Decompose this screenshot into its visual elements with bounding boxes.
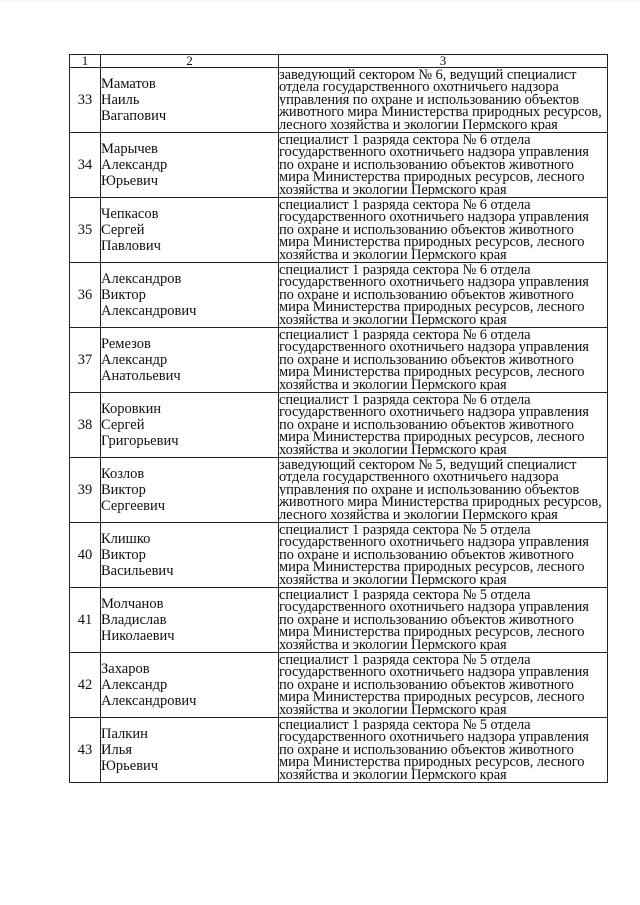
- name-line: Александрович: [101, 693, 197, 709]
- name-line: Коровкин: [101, 401, 162, 417]
- position-title: [279, 588, 608, 653]
- position-line: государственного охотничьего надзора управления: [279, 731, 589, 744]
- name-line: Ремезов: [101, 336, 151, 352]
- position-line: отдела государственного охотничьего надзора: [279, 81, 559, 94]
- table-body: [70, 68, 608, 783]
- position-title: [279, 133, 608, 198]
- table-row: [70, 458, 608, 523]
- position-line: специалист 1 разряда сектора № 6 отдела: [279, 198, 531, 212]
- name-line: Чепкасов: [101, 206, 159, 222]
- position-line: по охране и использованию объектов животного: [279, 548, 574, 562]
- position-line: по охране и использованию объектов животного: [279, 353, 574, 367]
- name-line: Вагапович: [101, 108, 167, 124]
- position-line: управления по охране и использованию объектов: [279, 93, 580, 107]
- position-line: по охране и использованию объектов животного: [279, 613, 574, 627]
- header-col-3: 3: [279, 55, 608, 68]
- table-row: [70, 328, 608, 393]
- name-line: Сергеевич: [101, 498, 166, 514]
- name-line: Александр: [101, 157, 168, 173]
- person-name: [101, 328, 279, 393]
- position-line: государственного охотничьего надзора управления: [279, 146, 589, 159]
- position-line: заведующий сектором № 6, ведущий специалист: [279, 68, 577, 82]
- position-title: [279, 263, 608, 328]
- person-name: [101, 393, 279, 458]
- name-line: Юрьевич: [101, 173, 159, 189]
- position-title: [279, 198, 608, 263]
- position-line: специалист 1 разряда сектора № 6 отдела: [279, 133, 531, 147]
- position-title: [279, 718, 608, 783]
- name-line: Григорьевич: [101, 433, 179, 449]
- position-title: [279, 653, 608, 718]
- name-line: Клишко: [101, 531, 151, 547]
- table-row: [70, 198, 608, 263]
- position-title: [279, 458, 608, 523]
- name-line: Сергей: [101, 222, 145, 238]
- row-number: 33: [70, 68, 101, 133]
- name-line: Павлович: [101, 238, 161, 254]
- name-line: Александров: [101, 271, 182, 287]
- position-line: по охране и использованию объектов животного: [279, 288, 574, 302]
- name-line: Николаевич: [101, 628, 175, 644]
- row-number: 39: [70, 458, 101, 523]
- staff-table: [69, 54, 608, 783]
- person-name: [101, 458, 279, 523]
- position-line: мира Министерства природных ресурсов, лесного: [279, 691, 585, 704]
- name-line: Виктор: [101, 287, 146, 303]
- position-line: мира Министерства природных ресурсов, лесного: [279, 171, 585, 184]
- name-line: Илья: [101, 742, 132, 758]
- position-line: мира Министерства природных ресурсов, лесного: [279, 756, 585, 769]
- name-line: Виктор: [101, 547, 146, 563]
- row-number: 40: [70, 523, 101, 588]
- position-line: хозяйства и экологии Пермского края: [279, 573, 507, 587]
- position-line: мира Министерства природных ресурсов, лесного: [279, 431, 585, 444]
- person-name: [101, 718, 279, 783]
- position-line: мира Министерства природных ресурсов, лесного: [279, 301, 585, 314]
- position-line: специалист 1 разряда сектора № 6 отдела: [279, 328, 531, 342]
- name-line: Маматов: [101, 76, 156, 92]
- table-row: [70, 393, 608, 458]
- name-line: Юрьевич: [101, 758, 159, 774]
- position-title: [279, 68, 608, 133]
- row-number: 34: [70, 133, 101, 198]
- table-row: [70, 718, 608, 783]
- position-line: животного мира Министерства природных ресурсов,: [279, 106, 602, 119]
- name-line: Александр: [101, 677, 168, 693]
- name-line: Александр: [101, 352, 168, 368]
- position-line: мира Министерства природных ресурсов, лесного: [279, 366, 585, 379]
- row-number: 43: [70, 718, 101, 783]
- row-number: 38: [70, 393, 101, 458]
- position-line: по охране и использованию объектов животного: [279, 678, 574, 692]
- row-number: 41: [70, 588, 101, 653]
- position-line: лесного хозяйства и экологии Пермского края: [279, 508, 558, 522]
- position-line: государственного охотничьего надзора управления: [279, 211, 589, 224]
- position-line: хозяйства и экологии Пермского края: [279, 313, 507, 327]
- name-line: Марычев: [101, 141, 158, 157]
- table-row: [70, 263, 608, 328]
- position-line: лесного хозяйства и экологии Пермского края: [279, 118, 558, 132]
- name-line: Анатольевич: [101, 368, 181, 384]
- table-row: [70, 133, 608, 198]
- position-line: специалист 1 разряда сектора № 6 отдела: [279, 263, 531, 277]
- row-number: 42: [70, 653, 101, 718]
- table-row: [70, 68, 608, 133]
- person-name: [101, 523, 279, 588]
- position-line: хозяйства и экологии Пермского края: [279, 443, 507, 457]
- person-name: [101, 198, 279, 263]
- position-line: государственного охотничьего надзора управления: [279, 666, 589, 679]
- person-name: [101, 653, 279, 718]
- position-line: заведующий сектором № 5, ведущий специалист: [279, 458, 577, 472]
- person-name: [101, 68, 279, 133]
- position-line: по охране и использованию объектов животного: [279, 223, 574, 237]
- position-title: [279, 523, 608, 588]
- name-line: Козлов: [101, 466, 145, 482]
- row-number: 36: [70, 263, 101, 328]
- name-line: Виктор: [101, 482, 146, 498]
- position-line: управления по охране и использованию объектов: [279, 483, 580, 497]
- position-line: специалист 1 разряда сектора № 5 отдела: [279, 718, 531, 732]
- name-line: Владислав: [101, 612, 167, 628]
- position-line: государственного охотничьего надзора управления: [279, 536, 589, 549]
- position-line: хозяйства и экологии Пермского края: [279, 183, 507, 197]
- name-line: Александрович: [101, 303, 197, 319]
- name-line: Сергей: [101, 417, 145, 433]
- position-line: специалист 1 разряда сектора № 5 отдела: [279, 523, 531, 537]
- table-row: [70, 523, 608, 588]
- position-line: государственного охотничьего надзора управления: [279, 276, 589, 289]
- position-line: по охране и использованию объектов животного: [279, 743, 574, 757]
- name-line: Наиль: [101, 92, 140, 108]
- row-number: 37: [70, 328, 101, 393]
- position-line: государственного охотничьего надзора управления: [279, 341, 589, 354]
- position-line: мира Министерства природных ресурсов, лесного: [279, 236, 585, 249]
- position-line: государственного охотничьего надзора управления: [279, 406, 589, 419]
- row-number: 35: [70, 198, 101, 263]
- position-line: хозяйства и экологии Пермского края: [279, 638, 507, 652]
- position-line: хозяйства и экологии Пермского края: [279, 248, 507, 262]
- header-row: [70, 55, 608, 68]
- position-line: хозяйства и экологии Пермского края: [279, 703, 507, 717]
- position-line: хозяйства и экологии Пермского края: [279, 768, 507, 782]
- name-line: Палкин: [101, 726, 148, 742]
- position-line: государственного охотничьего надзора управления: [279, 601, 589, 614]
- position-line: специалист 1 разряда сектора № 5 отдела: [279, 588, 531, 602]
- position-title: [279, 393, 608, 458]
- header-col-1: 1: [70, 55, 101, 68]
- position-line: по охране и использованию объектов животного: [279, 158, 574, 172]
- position-line: животного мира Министерства природных ресурсов,: [279, 496, 602, 509]
- person-name: [101, 263, 279, 328]
- position-line: мира Министерства природных ресурсов, лесного: [279, 561, 585, 574]
- position-line: по охране и использованию объектов животного: [279, 418, 574, 432]
- table-row: [70, 653, 608, 718]
- position-line: специалист 1 разряда сектора № 5 отдела: [279, 653, 531, 667]
- person-name: [101, 588, 279, 653]
- name-line: Молчанов: [101, 596, 164, 612]
- position-line: мира Министерства природных ресурсов, лесного: [279, 626, 585, 639]
- page-top-edge: [0, 0, 640, 3]
- name-line: Захаров: [101, 661, 150, 677]
- position-line: хозяйства и экологии Пермского края: [279, 378, 507, 392]
- position-line: специалист 1 разряда сектора № 6 отдела: [279, 393, 531, 407]
- person-name: [101, 133, 279, 198]
- header-col-2: 2: [101, 55, 279, 68]
- position-title: [279, 328, 608, 393]
- position-line: отдела государственного охотничьего надзора: [279, 471, 559, 484]
- table-row: [70, 588, 608, 653]
- name-line: Васильевич: [101, 563, 174, 579]
